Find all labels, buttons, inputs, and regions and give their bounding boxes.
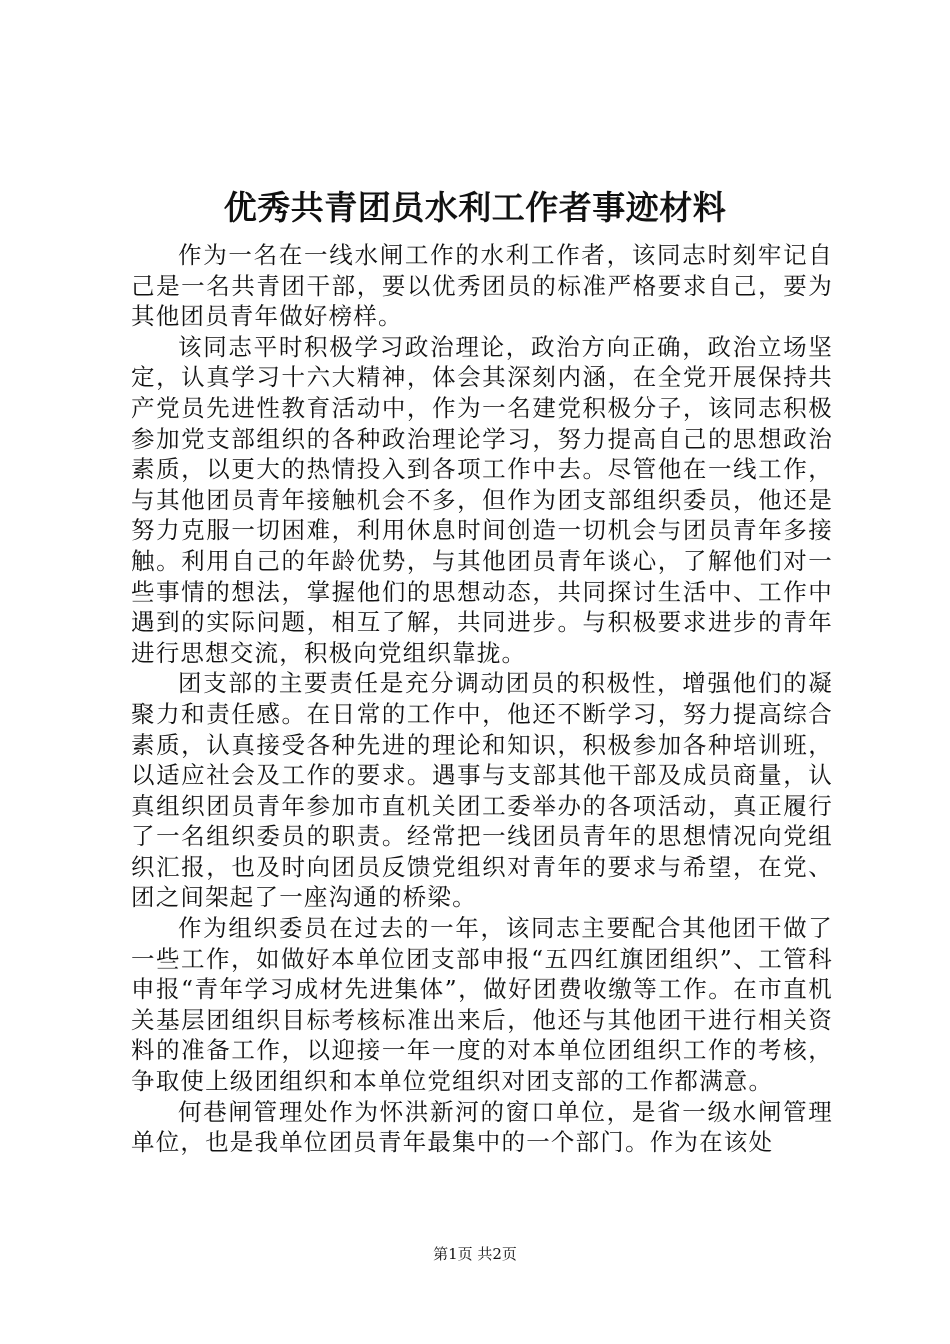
paragraph-4: 作为组织委员在过去的一年，该同志主要配合其他团干做了一些工作，如做好本单位团支部申报“五四红旗团组织”、工管科申报“青年学习成材先进集体”，做好团费收缴等工作。在市直机关基层团组织目标考核标准出来后，他还与其他团干进行相关资料的准备工作，以迎接一年一度的对本单位团组织工作的考核，争取使上级团组织和本单位党组织对团支部的工作都满意。 [131,914,833,1096]
paragraph-1: 作为一名在一线水闸工作的水利工作者，该同志时刻牢记自己是一名共青团干部，要以优秀团员的标准严格要求自己，要为其他团员青年做好榜样。 [131,241,833,331]
page-number-footer: 第1页 共2页 [433,1245,517,1263]
document-title: 优秀共青团员水利工作者事迹材料 [223,188,727,227]
document-body [131,240,833,1158]
paragraph-2: 该同志平时积极学习政治理论，政治方向正确，政治立场坚定，认真学习十六大精神，体会其深刻内涵，在全党开展保持共产党员先进性教育活动中，作为一名建党积极分子，该同志积极参加党支部组织的各种政治理论学习，努力提高自己的思想政治素质，以更大的热情投入到各项工作中去。尽管他在一线工作，与其他团员青年接触机会不多，但作为团支部组织委员，他还是努力克服一切困难，利用休息时间创造一切机会与团员青年多接触。利用自己的年龄优势，与其他团员青年谈心，了解他们对一些事情的想法，掌握他们的思想动态，共同探讨生活中、工作中遇到的实际问题，相互了解，共同进步。与积极要求进步的青年进行思想交流，积极向党组织靠拢。 [131,332,833,667]
paragraph-5: 何巷闸管理处作为怀洪新河的窗口单位，是省一级水闸管理单位，也是我单位团员青年最集中的一个部门。作为在该处 [131,1097,833,1157]
paragraph-3: 团支部的主要责任是充分调动团员的积极性，增强他们的凝聚力和责任感。在日常的工作中，他还不断学习，努力提高综合素质，认真接受各种先进的理论和知识，积极参加各种培训班，以适应社会及工作的要求。遇事与支部其他干部及成员商量，认真组织团员青年参加市直机关团工委举办的各项活动，真正履行了一名组织委员的职责。经常把一线团员青年的思想情况向党组织汇报，也及时向团员反馈党组织对青年的要求与希望，在党、团之间架起了一座沟通的桥梁。 [131,669,833,912]
